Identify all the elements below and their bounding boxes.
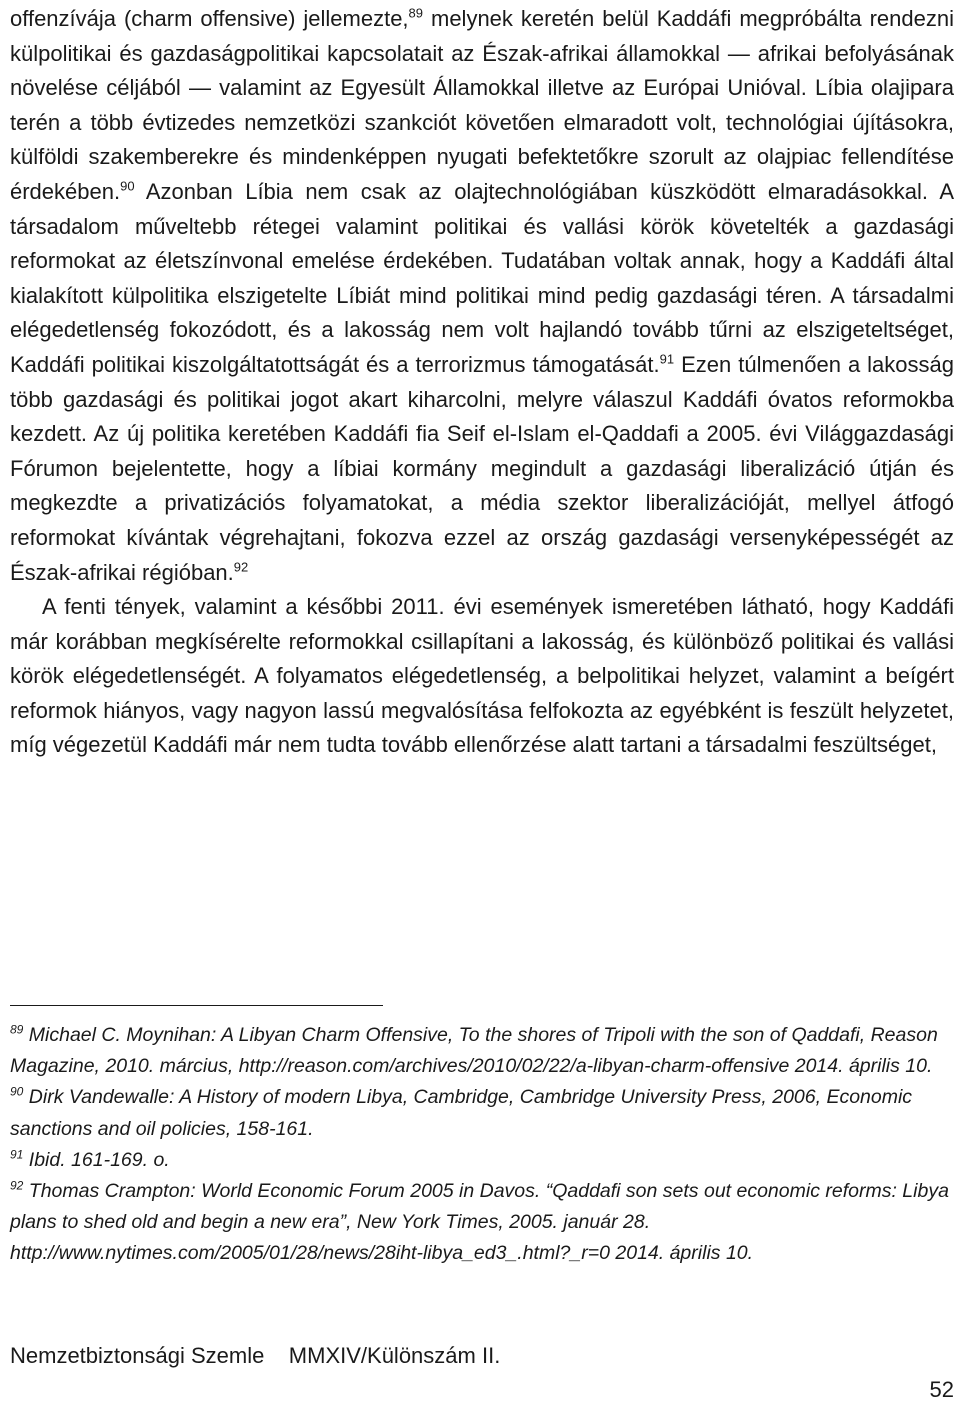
footnote-ref-89[interactable]: 89 [408,5,424,21]
footnote-ref-90[interactable]: 90 [120,178,135,194]
footnote-ref-91[interactable]: 91 [659,351,675,367]
footnote-text: Michael C. Moynihan: A Libyan Charm Offensive, To the shores of Tripoli with the son of Qaddafi, Reason Magazine, 2010. március, http://reason.com/archives/2010/02/22/a-libyan-charm-offensive 2014. április 10. [10,1024,938,1078]
paragraph-text: Ezen túlmenően a lakosság több gazdasági és politikai jogot akart kiharcolni, melyre válaszul Kaddáfi óvatos reformokba kezdett. Az új politika keretében Kaddáfi fia Seif el-Islam el-Qaddafi a 2005. évi Világgazdasági Fórumon bejelentette, hogy a líbiai kormány megindult a gazdasági liberalizáció útján és megkezdte a privatizációs folyamatokat, a média szektor liberalizációját, mellyel átfogó reformokat kívántak végrehajtani, fokozva ezzel az ország gazdasági versenyképességét az Észak-afrikai régióban. [10,351,954,585]
body-paragraph-1 [10,0,954,590]
footnote-89 [10,1020,954,1082]
paragraph-text: melynek keretén belül Kaddáfi megpróbálta rendezni külpolitikai és gazdaságpolitikai kapcsolatait az Észak-afrikai államokkal — afrikai befolyásának növelése céljából — valamint az Egyesült Államokkal illetve az Európai Unióval. Líbia olajipara terén a több évtizedes nemzetközi szankciót követően elmaradott volt, technológiai újításokra, külföldi szakemberekre és mindenképpen nyugati befektetőkre szorult az olajpiac fellendítése érdekében. [10,6,954,204]
footnote-90 [10,1082,954,1144]
footnote-number: 89 [10,1022,24,1037]
page-footer [10,1343,500,1369]
footnote-number: 92 [10,1178,24,1193]
footnote-text: Ibid. 161-169. o. [28,1148,170,1171]
footnote-91 [10,1145,954,1176]
footnote-number: 90 [10,1084,24,1099]
footnote-separator [10,1005,383,1006]
document-page [10,0,954,763]
issue-label: MMXIV/Különszám II. [288,1343,501,1368]
page-number: 52 [929,1377,954,1402]
footnote-text: Thomas Crampton: World Economic Forum 2005 in Davos. “Qaddafi son sets out economic reforms: Libya plans to shed old and begin a new era”, New York Times, 2005. január 28. http://www.nytimes.com/2005/01/28/news/28iht-libya_ed3_.html?_r=0 2014. április 10. [10,1180,949,1265]
footnote-text: Dirk Vandewalle: A History of modern Libya, Cambridge, Cambridge University Press, 2006, Economic sanctions and oil policies, 158-161. [10,1086,913,1140]
footnote-ref-92[interactable]: 92 [233,559,249,575]
body-paragraph-2: A fenti tények, valamint a későbbi 2011. évi események ismeretében látható, hogy Kaddáfi már korábban megkísérelte reformokkal csillapítani a lakosság, és különböző politikai és vallási körök elégedetlenségét. A folyamatos elégedetlenség, a belpolitikai helyzet, valamint a beígért reformok hiányos, vagy nagyon lassú megvalósítása felfokozta az egyébként is feszült helyzetet, míg végezetül Kaddáfi már nem tudta tovább ellenőrzése alatt tartani a társadalmi feszültséget, [10,594,954,758]
paragraph-text: offenzívája (charm offensive) jellemezte, [10,6,409,31]
journal-title: Nemzetbiztonsági Szemle [10,1343,265,1368]
paragraph-text: Azonban Líbia nem csak az olajtechnológiában küszködött elmaradásokkal. A társadalom műveltebb rétegei valamint politikai és vallási körök követelték a gazdasági reformokat az életszínvonal emelése érdekében. Tudatában voltak annak, hogy a Kaddáfi által kialakított külpolitika elszigetelte Líbiát mind politikai mind pedig gazdasági téren. A társadalmi elégedetlenség fokozódott, és a lakosság nem volt hajlandó tovább tűrni az elszigeteltséget, Kaddáfi politikai kiszolgáltatottságát és a terrorizmus támogatását. [10,178,954,377]
footnote-92 [10,1176,954,1270]
footnotes-section [10,1020,954,1270]
footnote-number: 91 [10,1147,24,1162]
